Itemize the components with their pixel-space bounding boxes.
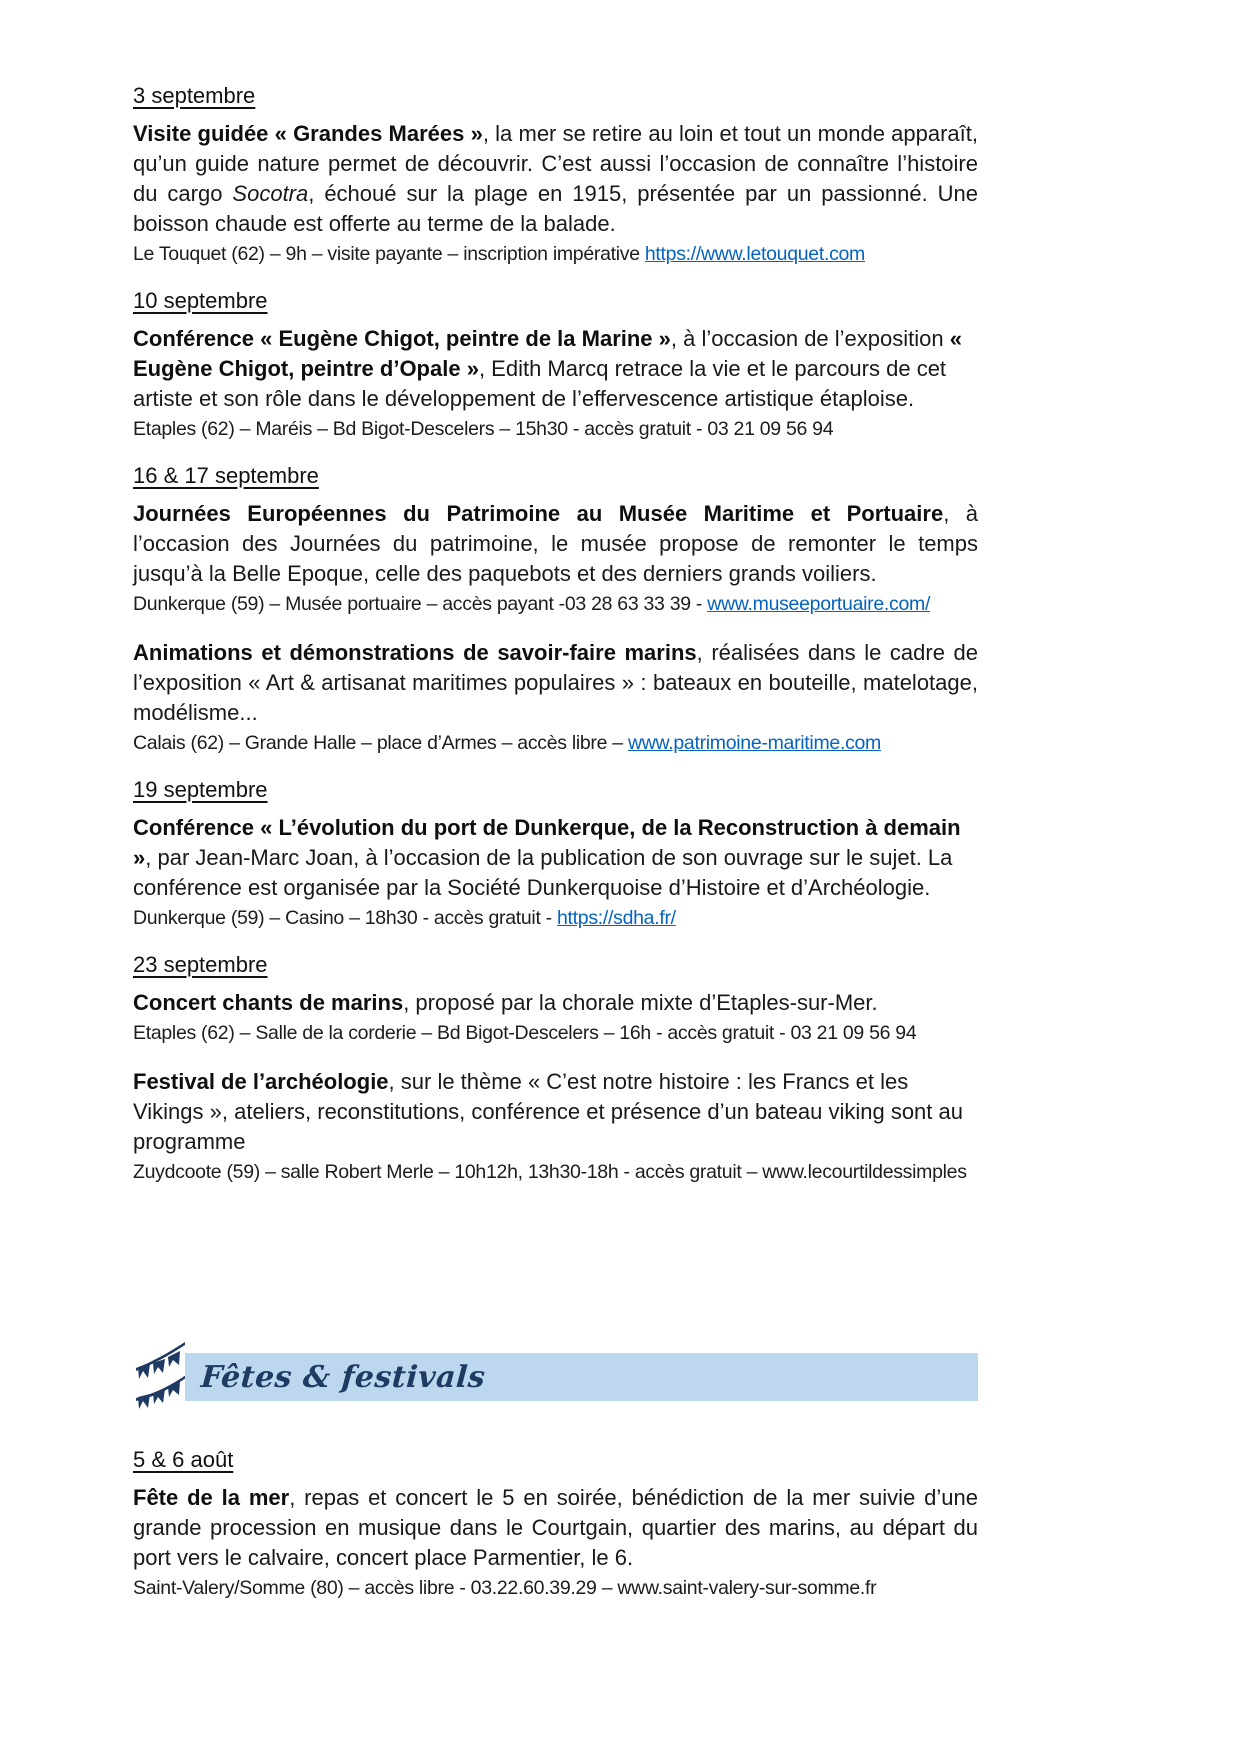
event-festival-archeologie [133, 1067, 978, 1185]
event-concert-chants-marins [133, 952, 978, 1046]
event-text: , à l’occasion de l’exposition [670, 326, 950, 351]
event-location-line [133, 417, 978, 442]
event-title: Conférence « Eugène Chigot, peintre de la Marine » [133, 326, 671, 351]
event-description [133, 1067, 978, 1157]
bunting-flags-icon [134, 1340, 188, 1412]
section-banner-fetes-festivals [133, 1353, 978, 1401]
event-title: Conférence « L’évolution du port de Dunkerque, de la Reconstruction à demain » [133, 815, 961, 870]
event-fete-de-la-mer [133, 1447, 978, 1601]
event-journees-patrimoine [133, 463, 978, 617]
event-date: 5 & 6 août [133, 1447, 234, 1472]
link-museeportuaire[interactable]: www.museeportuaire.com/ [707, 593, 931, 615]
event-description [133, 988, 978, 1018]
event-text: , Edith Marcq retrace la vie et le parcours de cet artiste et son rôle dans le développement de l’effervescence artistique étaploise. [133, 356, 947, 411]
section-banner-title: Fêtes & festivals [199, 1359, 487, 1395]
event-title: Concert chants de marins [133, 990, 404, 1015]
event-location-line [133, 906, 978, 931]
event-location-text: Saint-Valery/Somme (80) – accès libre - 03.22.60.39.29 – www.saint-valery-sur-somme.fr [133, 1577, 877, 1599]
event-location-text: Calais (62) – Grande Halle – place d’Armes – accès libre – [133, 732, 628, 754]
event-date: 19 septembre [133, 777, 268, 802]
event-location-text: Etaples (62) – Maréis – Bd Bigot-Descelers – 15h30 - accès gratuit - 03 21 09 56 94 [133, 418, 834, 440]
event-text: , réalisées dans le cadre de l’exposition « Art & artisanat maritimes populaires » : bateaux en bouteille, matelotage, modélisme... [133, 640, 978, 725]
event-text: , à l’occasion des Journées du patrimoine, le musée propose de remonter le temps jusqu’à la Belle Epoque, celle des paquebots et des derniers grands voiliers. [133, 501, 978, 586]
event-title: Fête de la mer [133, 1485, 290, 1510]
link-letouquet[interactable]: https://www.letouquet.com [644, 243, 866, 265]
event-text: , par Jean-Marc Joan, à l’occasion de la publication de son ouvrage sur le sujet. La conférence est organisée par la Société Dunkerquoise d’Histoire et d’Archéologie. [133, 845, 953, 900]
event-title-secondary: « Eugène Chigot, peintre d’Opale » [133, 326, 962, 381]
event-location-text: Le Touquet (62) – 9h – visite payante – inscription impérative [133, 243, 645, 265]
event-location-line [133, 1160, 978, 1185]
event-description [133, 1483, 978, 1573]
event-title: Festival de l’archéologie [133, 1069, 389, 1094]
event-date: 16 & 17 septembre [133, 463, 319, 488]
event-location-line [133, 592, 978, 617]
event-description [133, 324, 978, 414]
event-date: 3 septembre [133, 83, 256, 108]
section-banner-bar [185, 1353, 978, 1401]
event-text: , échoué sur la plage en 1915, présentée par un passionné. Une boisson chaude est offerte au terme de la balade. [133, 181, 978, 236]
document-content [133, 83, 978, 1622]
event-animations-savoir-faire [133, 638, 978, 756]
event-conference-eugene-chigot [133, 288, 978, 442]
event-text: , repas et concert le 5 en soirée, bénédiction de la mer suivie d’une grande procession en musique dans le Courtgain, quartier des marins, au départ du port vers le calvaire, concert place Parmentier, le 6. [133, 1485, 978, 1570]
event-location-line [133, 1021, 978, 1046]
event-text: , sur le thème « C’est notre histoire : les Francs et les Vikings », ateliers, reconstitutions, conférence et présence d’un bateau viking sont au programme [133, 1069, 963, 1154]
event-text: , la mer se retire au loin et tout un monde apparaît, qu’un guide nature permet de découvrir. C’est aussi l’occasion de connaître l’histoire du cargo [133, 121, 978, 206]
event-text-italic: Socotra [232, 181, 309, 206]
event-date: 23 septembre [133, 952, 268, 977]
event-description [133, 499, 978, 589]
event-visite-guidee-grandes-marees [133, 83, 978, 267]
event-conference-port-dunkerque [133, 777, 978, 931]
event-description [133, 813, 978, 903]
link-sdha[interactable]: https://sdha.fr/ [557, 907, 676, 929]
event-title: Animations et démonstrations de savoir-faire marins [133, 640, 697, 665]
event-text: , proposé par la chorale mixte d’Etaples-sur-Mer. [403, 990, 878, 1015]
event-location-text: Dunkerque (59) – Musée portuaire – accès payant -03 28 63 33 39 - [133, 593, 708, 615]
event-title: Visite guidée « Grandes Marées » [133, 121, 483, 146]
event-location-text: Etaples (62) – Salle de la corderie – Bd Bigot-Descelers – 16h - accès gratuit - 03 21 09 56 94 [133, 1022, 917, 1044]
event-location-text: Dunkerque (59) – Casino – 18h30 - accès gratuit - [133, 907, 557, 929]
event-date: 10 septembre [133, 288, 268, 313]
event-location-line [133, 1576, 978, 1601]
event-location-line [133, 731, 978, 756]
event-title: Journées Européennes du Patrimoine au Musée Maritime et Portuaire [133, 501, 944, 526]
event-location-text: Zuydcoote (59) – salle Robert Merle – 10h12h, 13h30-18h - accès gratuit – www.lecourtildessimples [133, 1161, 967, 1183]
link-patrimoine-maritime[interactable]: www.patrimoine-maritime.com [627, 732, 882, 754]
event-description [133, 119, 978, 239]
event-location-line [133, 242, 978, 267]
event-description [133, 638, 978, 728]
